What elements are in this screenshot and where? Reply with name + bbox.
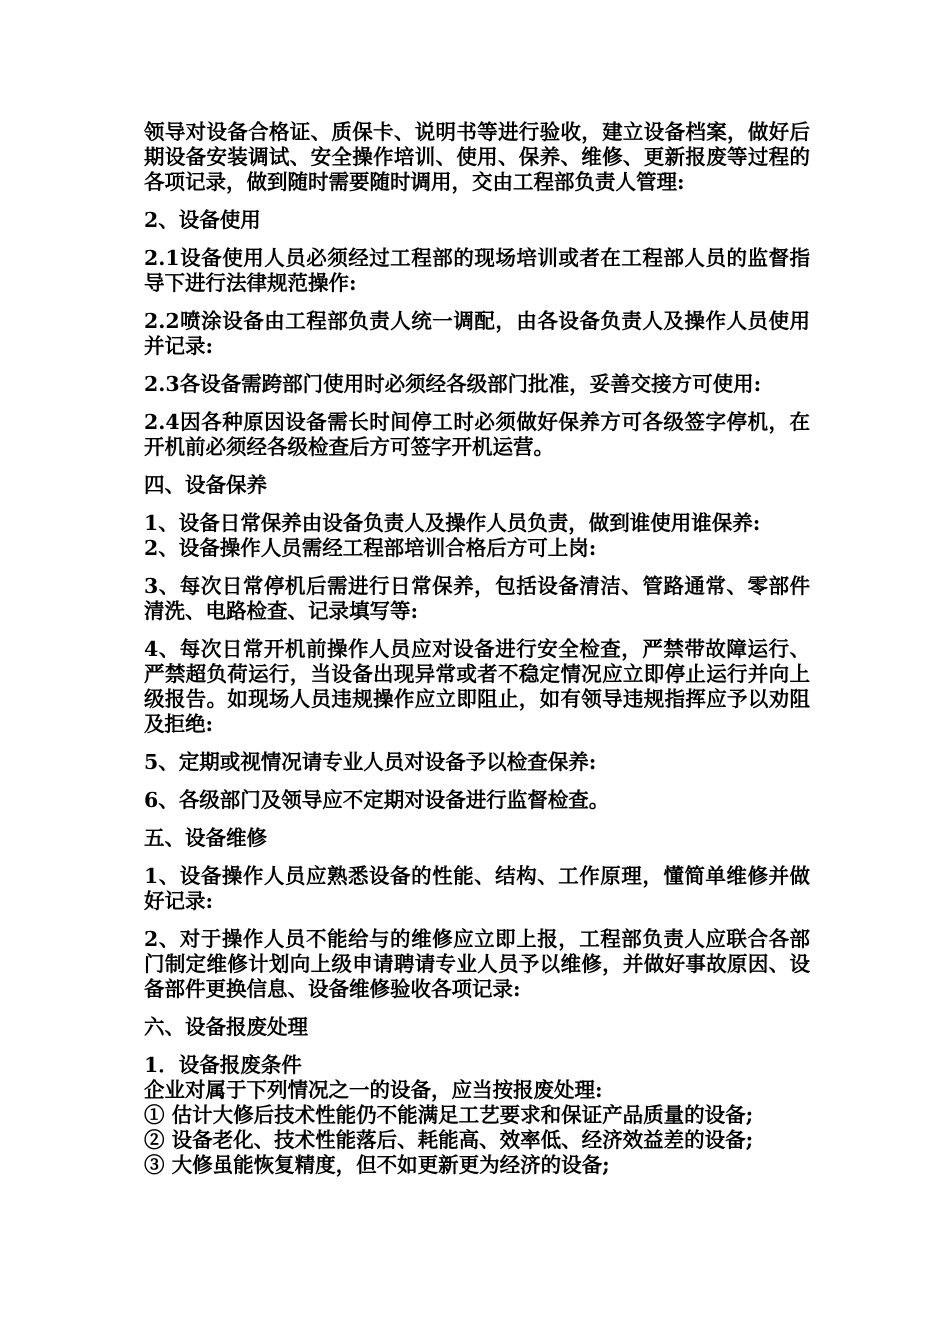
list-item-scrapping-1: ① 估计大修后技术性能仍不能满足工艺要求和保证产品质量的设备; <box>144 1103 754 1127</box>
heading-equipment-repair: 五、设备维修 <box>144 826 267 850</box>
paragraph-archive-records: 领导对设备合格证、质保卡、说明书等进行验收，建立设备档案，做好后期设备安装调试、安全操作培训、使用、保养、维修、更新报废等过程的各项记录，做到随时需要随时调用，交由工程部负责人管理: <box>144 120 810 194</box>
paragraph-maintenance-6: 6、各级部门及领导应不定期对设备进行监督检查。 <box>144 788 610 812</box>
paragraph-maintenance-5: 5、定期或视情况请专业人员对设备予以检查保养: <box>144 750 597 774</box>
heading-equipment-scrapping: 六、设备报废处理 <box>144 1015 308 1039</box>
paragraph-usage-2-2: 2.2喷涂设备由工程部负责人统一调配，由各设备负责人及操作人员使用并记录: <box>144 309 810 358</box>
list-item-scrapping-3: ③ 大修虽能恢复精度，但不如更新更为经济的设备; <box>144 1153 610 1177</box>
paragraph-maintenance-1: 1、设备日常保养由设备负责人及操作人员负责，做到谁使用谁保养: <box>144 511 761 535</box>
heading-equipment-maintenance: 四、设备保养 <box>144 473 267 497</box>
subheading-scrapping-conditions: 1．设备报废条件 <box>144 1053 302 1077</box>
paragraph-usage-2-4: 2.4因各种原因设备需长时间停工时必须做好保养方可各级签字停机，在开机前必须经各级检查后方可签字开机运营。 <box>144 410 810 459</box>
paragraph-maintenance-2: 2、设备操作人员需经工程部培训合格后方可上岗: <box>144 536 597 560</box>
paragraph-scrapping-intro: 企业对属于下列情况之一的设备，应当按报废处理: <box>144 1078 603 1102</box>
paragraph-maintenance-4: 4、每次日常开机前操作人员应对设备进行安全检查，严禁带故障运行、严禁超负荷运行，当设备出现异常或者不稳定情况应立即停止运行并向上级报告。如现场人员违规操作应立即阻止，如有领导违规指挥应予以劝阻及拒绝: <box>144 637 810 736</box>
list-item-scrapping-2: ② 设备老化、技术性能落后、耗能高、效率低、经济效益差的设备; <box>144 1128 754 1152</box>
paragraph-repair-2: 2、对于操作人员不能给与的维修应立即上报，工程部负责人应联合各部门制定维修计划向上级申请聘请专业人员予以维修，并做好事故原因、设备部件更换信息、设备维修验收各项记录: <box>144 927 810 1001</box>
heading-equipment-usage: 2、设备使用 <box>144 208 261 232</box>
document-page <box>144 120 810 1178</box>
paragraph-usage-2-1: 2.1设备使用人员必须经过工程部的现场培训或者在工程部人员的监督指导下进行法律规范操作: <box>144 246 810 295</box>
paragraph-usage-2-3: 2.3各设备需跨部门使用时必须经各级部门批准，妥善交接方可使用: <box>144 372 762 396</box>
paragraph-maintenance-3: 3、每次日常停机后需进行日常保养，包括设备清洁、管路通常、零部件清洗、电路检查、记录填写等: <box>144 574 810 623</box>
paragraph-repair-1: 1、设备操作人员应熟悉设备的性能、结构、工作原理，懂简单维修并做好记录: <box>144 864 810 913</box>
